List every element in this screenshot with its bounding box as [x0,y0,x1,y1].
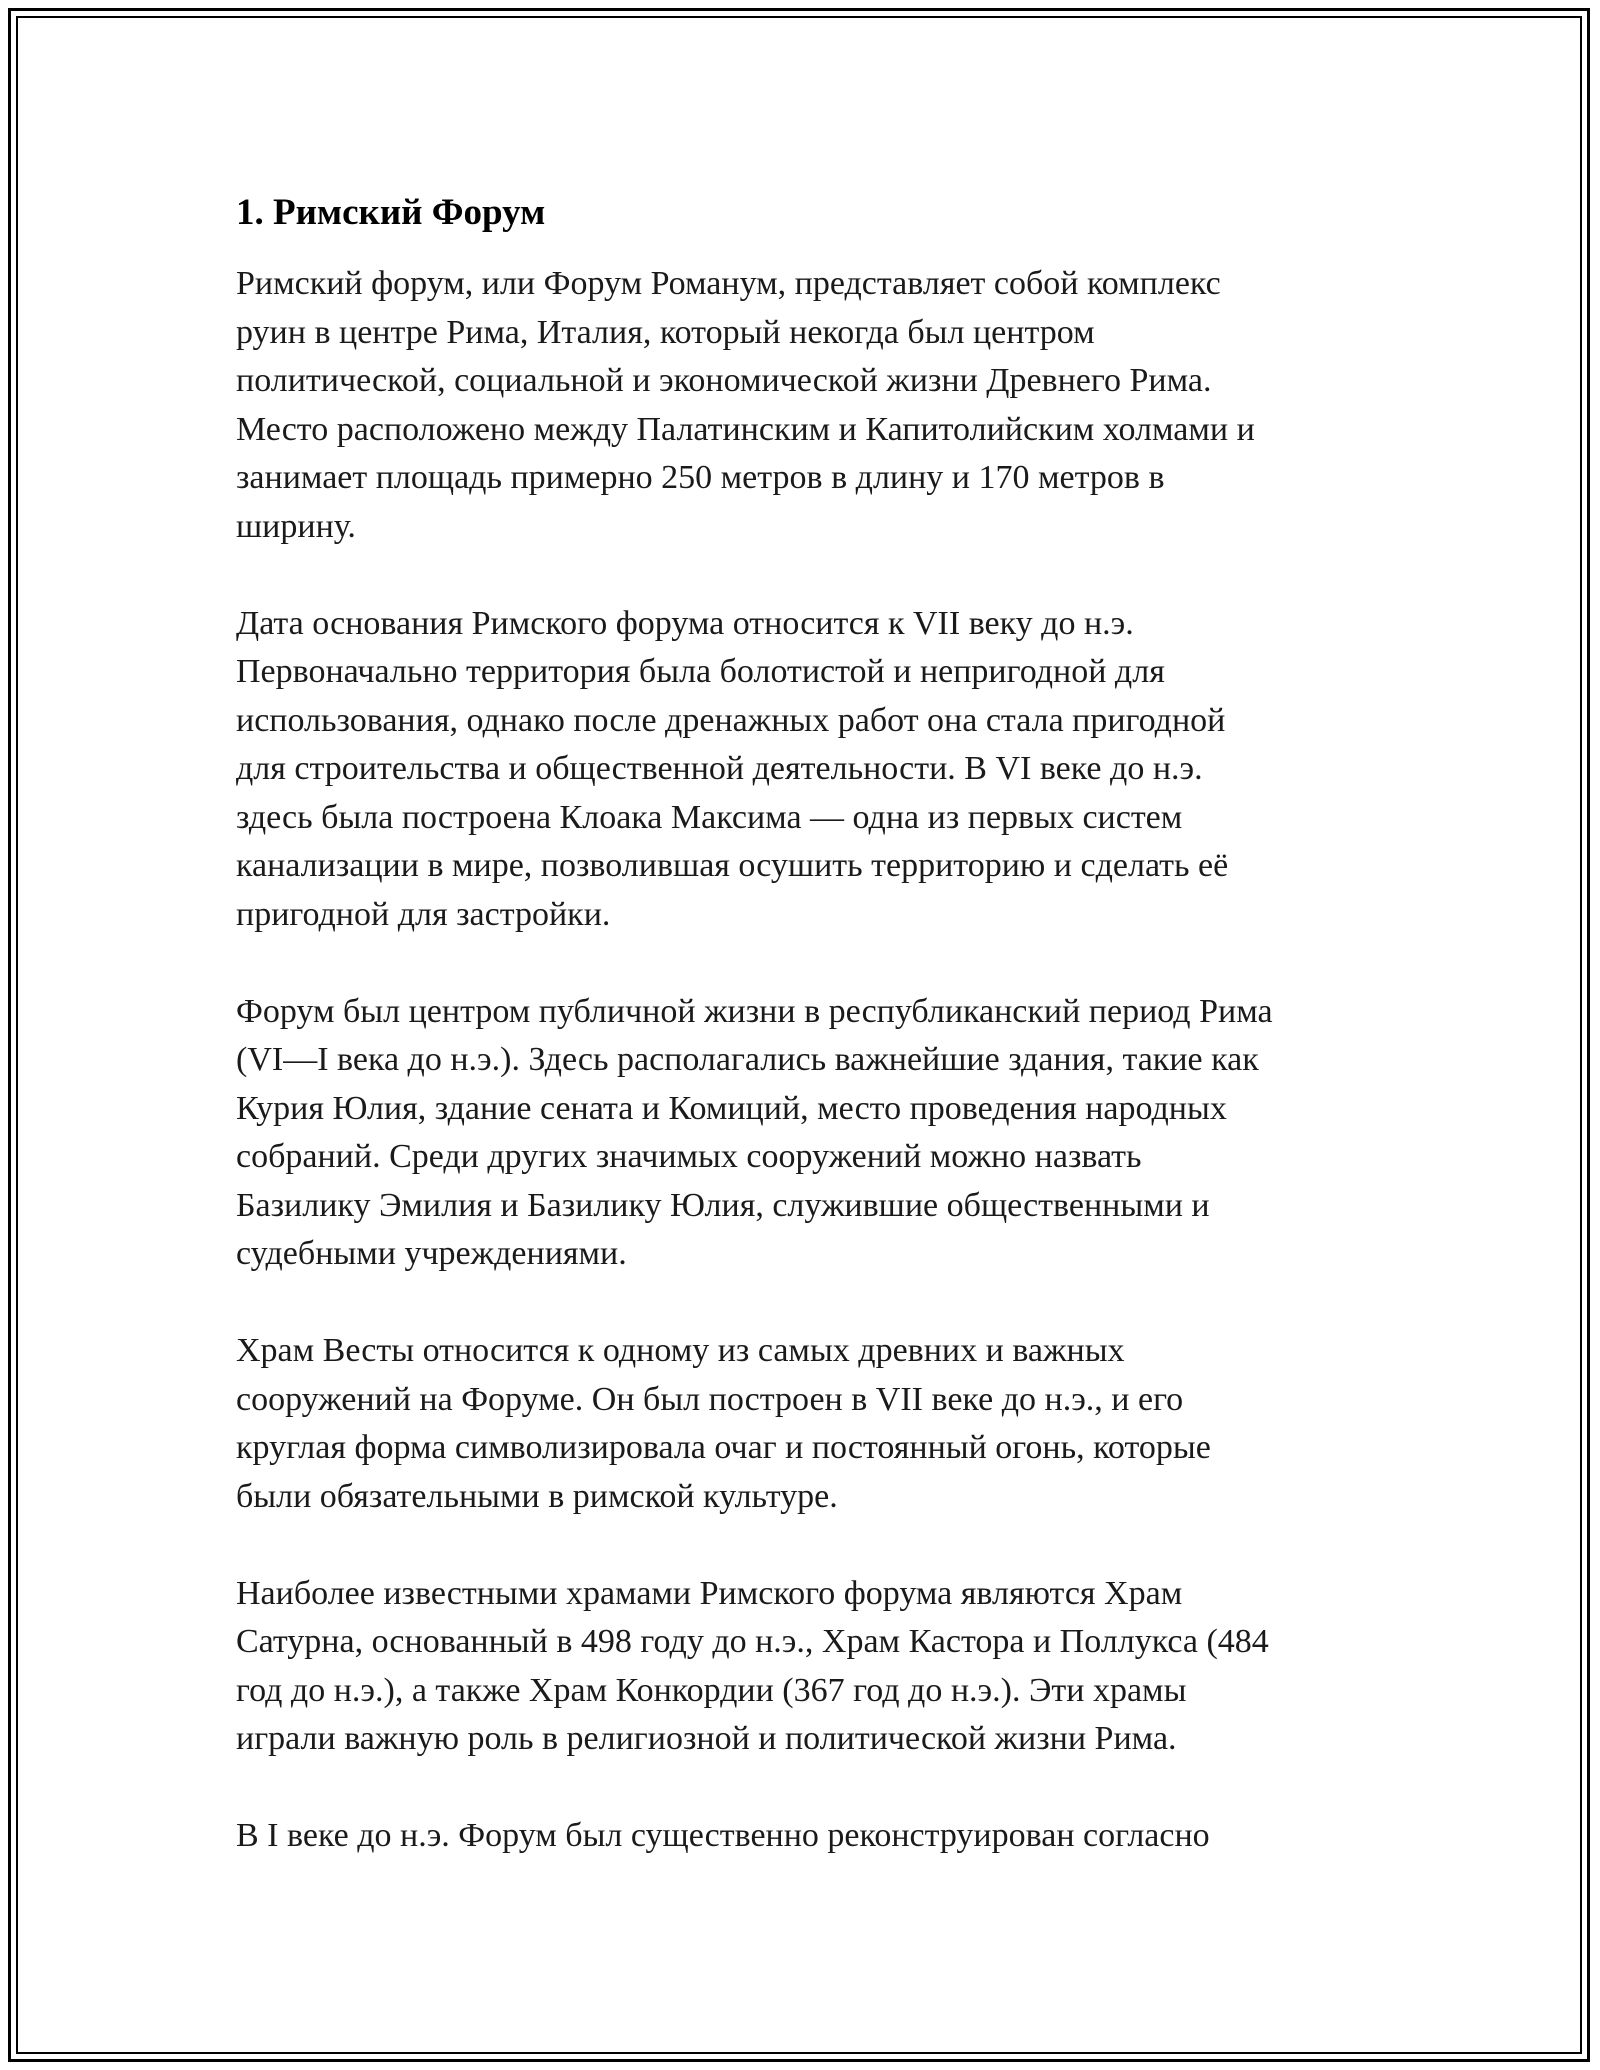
paragraph-5 [236,1570,1366,1764]
paragraph-1 [236,260,1366,551]
text-line: канализации в мире, позволившая осушить территорию и сделать её [236,847,1229,884]
text-line: собраний. Среди других значимых сооружений можно назвать [236,1138,1142,1175]
paragraph-3 [236,988,1366,1279]
text-line: политической, социальной и экономической жизни Древнего Рима. [236,362,1212,399]
text-line: сооружений на Форуме. Он был построен в VII веке до н.э., и его [236,1380,1184,1418]
text-line: для строительства и общественной деятельности. В VI веке до н.э. [236,750,1203,787]
paragraph-4 [236,1327,1366,1521]
text-line: ширину. [236,507,356,545]
document-body [236,186,1366,1861]
text-line: Сатурна, основанный в 498 году до н.э., Храм Кастора и Поллукса (484 [236,1623,1269,1660]
text-line: занимает площадь примерно 250 метров в длину и 170 метров в [236,459,1165,496]
text-line: Римский форум, или Форум Романум, представляет собой комплекс [236,265,1221,302]
text-line: (VI—I века до н.э.). Здесь располагались важнейшие здания, такие как [236,1041,1259,1078]
text-line: год до н.э.), а также Храм Конкордии (367 год до н.э.). Эти храмы [236,1671,1187,1709]
text-line: Курия Юлия, здание сената и Комиций, место проведения народных [236,1089,1227,1127]
text-line: были обязательными в римской культуре. [236,1477,838,1515]
text-line: Храм Весты относится к одному из самых древних и важных [236,1332,1125,1369]
text-line: Базилику Эмилия и Базилику Юлия, служившие общественными и [236,1186,1210,1224]
text-line: Место расположено между Палатинским и Капитолийским холмами и [236,410,1255,448]
text-line: Первоначально территория была болотистой и непригодной для [236,653,1165,690]
text-line: Наиболее известными храмами Римского форума являются Храм [236,1574,1183,1612]
text-line: судебными учреждениями. [236,1235,627,1272]
text-line: руин в центре Рима, Италия, который некогда был центром [236,313,1095,351]
text-line: играли важную роль в религиозной и политической жизни Рима. [236,1720,1177,1757]
paragraph-2 [236,600,1366,940]
text-line: Дата основания Римского форума относится к VII веку до н.э. [236,604,1134,642]
section-heading: 1. Римский Форум [236,192,546,233]
text-line: В I веке до н.э. Форум был существенно реконструирован согласно [236,1817,1210,1854]
text-line: круглая форма символизировала очаг и постоянный огонь, которые [236,1429,1211,1466]
text-line: здесь была построена Клоака Максима — одна из первых систем [236,798,1183,836]
text-line: Форум был центром публичной жизни в республиканский период Рима [236,992,1273,1030]
text-line: пригодной для застройки. [236,895,611,933]
text-line: использования, однако после дренажных работ она стала пригодной [236,701,1226,739]
paragraph-6 [236,1812,1366,1861]
